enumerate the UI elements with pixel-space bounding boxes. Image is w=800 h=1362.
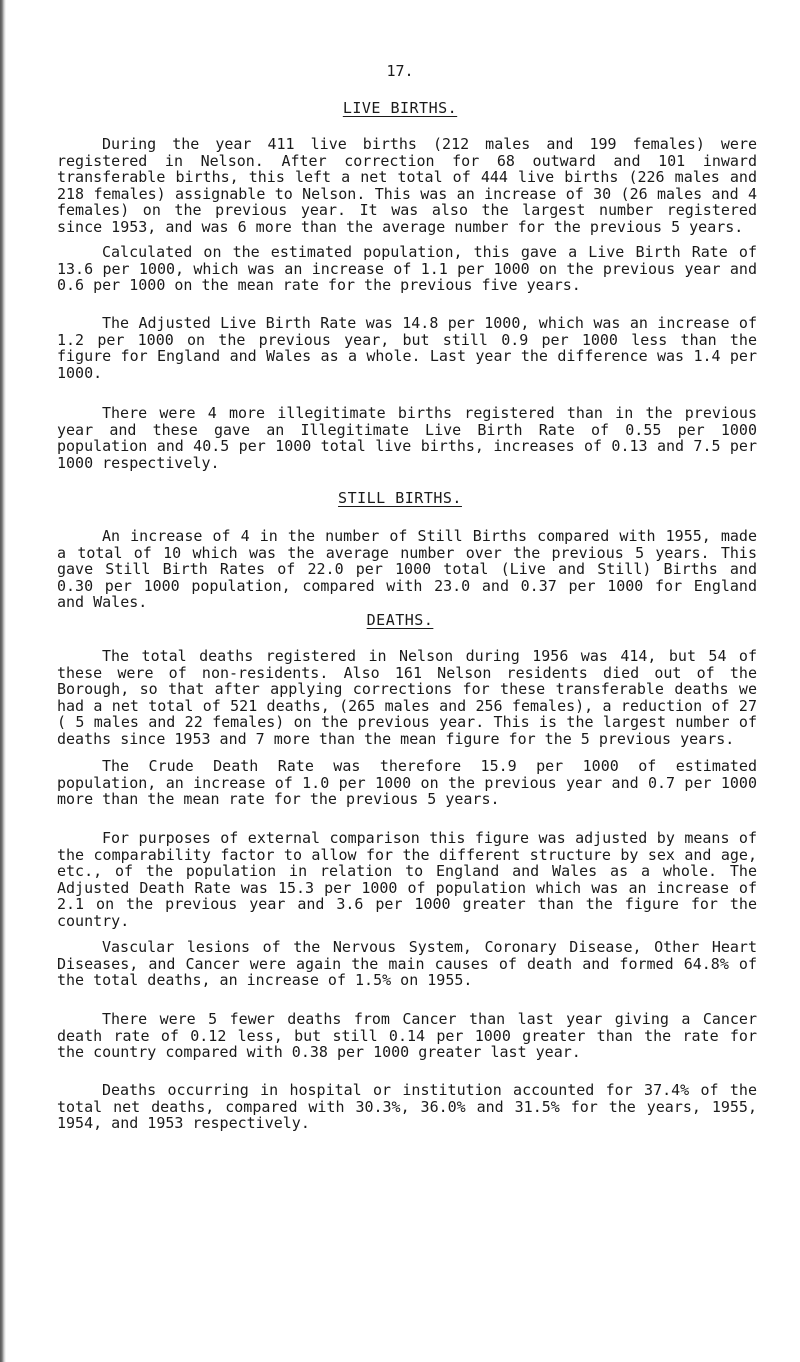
- page-number: 17.: [386, 62, 414, 80]
- heading-deaths: DEATHS.: [366, 611, 434, 629]
- live-births-paragraph-3: The Adjusted Live Birth Rate was 14.8 per 1000, which was an increase of 1.2 per 1000 on the previous year, but still 0.9 per 1000 less than the figure for England and Wales as a whole. Last year the difference was 1.4 per 1000.: [57, 314, 757, 382]
- heading-still-births: STILL BIRTHS.: [338, 489, 462, 507]
- deaths-paragraph-6: Deaths occurring in hospital or institution accounted for 37.4% of the total net deaths, compared with 30.3%, 36.0% and 31.5% for the years, 1955, 1954, and 1953 respectively.: [57, 1081, 757, 1133]
- page-binding-edge: [0, 0, 6, 1362]
- deaths-paragraph-3: For purposes of external comparison this figure was adjusted by means of the comparability factor to allow for the different structure by sex and age, etc., of the population in relation to England and Wales as a whole. The Adjusted Death Rate was 15.3 per 1000 of population which was an increase of 2.1 on the previous year and 3.6 per 1000 greater than the figure for the country.: [57, 829, 757, 930]
- heading-live-births: LIVE BIRTHS.: [342, 99, 458, 117]
- deaths-paragraph-1: The total deaths registered in Nelson during 1956 was 414, but 54 of these were of non-residents. Also 161 Nelson residents died out of the Borough, so that after applying corrections for these transferable deaths we had a net total of 521 deaths, (265 males and 256 females), a reduction of 27 ( 5 males and 22 females) on the previous year. This is the largest number of deaths since 1953 and 7 more than the mean figure for the 5 previous years.: [57, 647, 757, 748]
- live-births-paragraph-4: There were 4 more illegitimate births registered than in the previous year and these gave an Illegitimate Live Birth Rate of 0.55 per 1000 population and 40.5 per 1000 total live births, increases of 0.13 and 7.5 per 1000 respectively.: [57, 404, 757, 472]
- still-births-paragraph-1: An increase of 4 in the number of Still Births compared with 1955, made a total of 10 which was the average number over the previous 5 years. This gave Still Birth Rates of 22.0 per 1000 total (Live and Still) Births and 0.30 per 1000 population, compared with 23.0 and 0.37 per 1000 for England and Wales.: [57, 527, 757, 612]
- deaths-paragraph-4: Vascular lesions of the Nervous System, Coronary Disease, Other Heart Diseases, and Cancer were again the main causes of death and formed 64.8% of the total deaths, an increase of 1.5% on 1955.: [57, 938, 757, 990]
- deaths-paragraph-2: The Crude Death Rate was therefore 15.9 per 1000 of estimated population, an increase of 1.0 per 1000 on the previous year and 0.7 per 1000 more than the mean rate for the previous 5 years.: [57, 757, 757, 809]
- live-births-paragraph-2: Calculated on the estimated population, this gave a Live Birth Rate of 13.6 per 1000, which was an increase of 1.1 per 1000 on the previous year and 0.6 per 1000 on the mean rate for the previous five years.: [57, 243, 757, 295]
- live-births-paragraph-1: During the year 411 live births (212 males and 199 females) were registered in Nelson. After correction for 68 outward and 101 inward transferable births, this left a net total of 444 live births (226 males and 218 females) assignable to Nelson. This was an increase of 30 (26 males and 4 females) on the previous year. It was also the largest number registered since 1953, and was 6 more than the average number for the previous 5 years.: [57, 135, 757, 236]
- deaths-paragraph-5: There were 5 fewer deaths from Cancer than last year giving a Cancer death rate of 0.12 less, but still 0.14 per 1000 greater than the rate for the country compared with 0.38 per 1000 greater last year.: [57, 1010, 757, 1062]
